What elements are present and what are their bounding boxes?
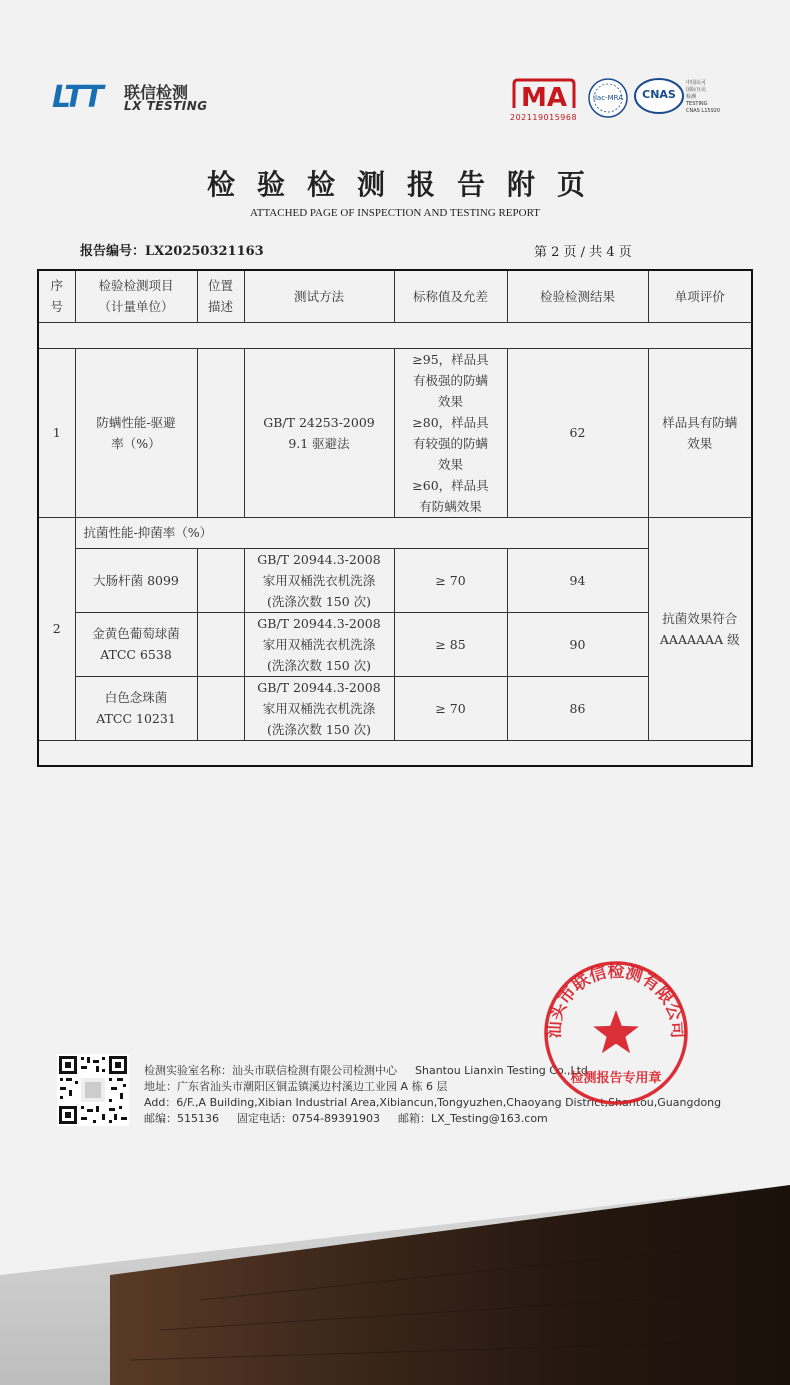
sub-item: 大肠杆菌 8099 [75,548,197,612]
row2-group-title: 抗菌性能-抑菌率（%） [75,517,648,548]
row1-seq: 1 [38,348,75,517]
logo-mark: LTT [52,80,102,115]
table-header-row [38,270,752,322]
table-row [38,612,752,676]
cma-code: 202119015968 [510,113,578,122]
row1-method: GB/T 24253-2009 9.1 驱避法 [244,348,394,517]
cnas-label: CNAS [642,88,676,101]
sub-result: 94 [507,548,648,612]
header-evaluation: 单项评价 [648,270,752,322]
header-item: 检验检测项目 （计量单位） [75,270,197,322]
row2-seq: 2 [38,517,75,740]
footer-address: 地址：广东省汕头市潮阳区铜盂镇溪边村溪边工业园 A 栋 6 层 [144,1080,448,1093]
stamp-ring-text: 汕头市联信检测有限公司 [544,961,688,1039]
footer-phone: 固定电话：0754-89391903 [237,1112,380,1125]
sub-position [197,548,244,612]
footer-address-en: Add：6/F.,A Building,Xibian Industrial Area,Xibiancun,Tongyuzhen,Chaoyang District,Shantou,Guangdong [144,1096,722,1109]
header-seq: 序 号 [38,270,75,322]
sub-result: 86 [507,676,648,740]
sub-position [197,676,244,740]
sub-standard: ≥ 70 [394,548,507,612]
sub-method: GB/T 20944.3-2008 家用双桶洗衣机洗涤 (洗涤次数 150 次) [244,548,394,612]
row1-evaluation: 样品具有防螨 效果 [648,348,752,517]
footer-lab-name: 检测实验室名称：汕头市联信检测有限公司检测中心 [144,1064,397,1077]
sub-method: GB/T 20944.3-2008 家用双桶洗衣机洗涤 (洗涤次数 150 次) [244,676,394,740]
sub-standard: ≥ 85 [394,612,507,676]
ilac-mra-label: ilac-MRA [593,94,623,102]
report-table [37,269,753,767]
row2-evaluation: 抗菌效果符合 AAAAAAA 级 [648,517,752,740]
row1-standard: ≥95，样品具 有极强的防螨 效果 ≥80，样品具 有较强的防螨 效果 ≥60，样品具 有防螨效果 [394,348,507,517]
logo-chinese-name: 联信检测 [124,83,189,102]
table-row [38,548,752,612]
report-number: 报告编号：LX20250321163 [80,244,264,259]
sub-item: 金黄色葡萄球菌 ATCC 6538 [75,612,197,676]
table-spacer-row [38,740,752,766]
sub-method: GB/T 20944.3-2008 家用双桶洗衣机洗涤 (洗涤次数 150 次) [244,612,394,676]
footer-postcode: 邮编：515136 [144,1112,219,1125]
official-stamp [543,960,689,1106]
table-row [38,517,752,548]
wooden-floor-background [0,1180,790,1385]
qr-code [57,1054,129,1126]
header-standard: 标称值及允差 [394,270,507,322]
footer-lab-name-en: Shantou Lianxin Testing Co.,Ltd [415,1064,588,1077]
sub-item: 白色念珠菌 ATCC 10231 [75,676,197,740]
sub-standard: ≥ 70 [394,676,507,740]
certification-marks [508,76,738,126]
page-title: 检验检测报告附页 [206,168,607,201]
logo-english-name: LX TESTING [124,99,208,113]
cnas-side-text: 中国认可 国际互认 检测 TESTING CNAS L15920 [686,80,721,114]
header-position: 位置 描述 [197,270,244,322]
sub-result: 90 [507,612,648,676]
table-row [38,348,752,517]
row1-item: 防螨性能-驱避 率（%） [75,348,197,517]
row1-result: 62 [507,348,648,517]
table-row [38,676,752,740]
header-method: 测试方法 [244,270,394,322]
stamp-bottom-text: 检测报告专用章 [570,1071,662,1086]
stamp-star-icon [593,1010,639,1053]
row1-position [197,348,244,517]
header-result: 检验检测结果 [507,270,648,322]
table-spacer-row [38,322,752,348]
page-indicator: 第 2 页 / 共 4 页 [534,245,632,260]
footer-email: 邮箱：LX_Testing@163.com [397,1112,548,1125]
cma-mark-text: MA [521,83,567,113]
page-subtitle: ATTACHED PAGE OF INSPECTION AND TESTING REPORT [250,207,540,219]
sub-position [197,612,244,676]
